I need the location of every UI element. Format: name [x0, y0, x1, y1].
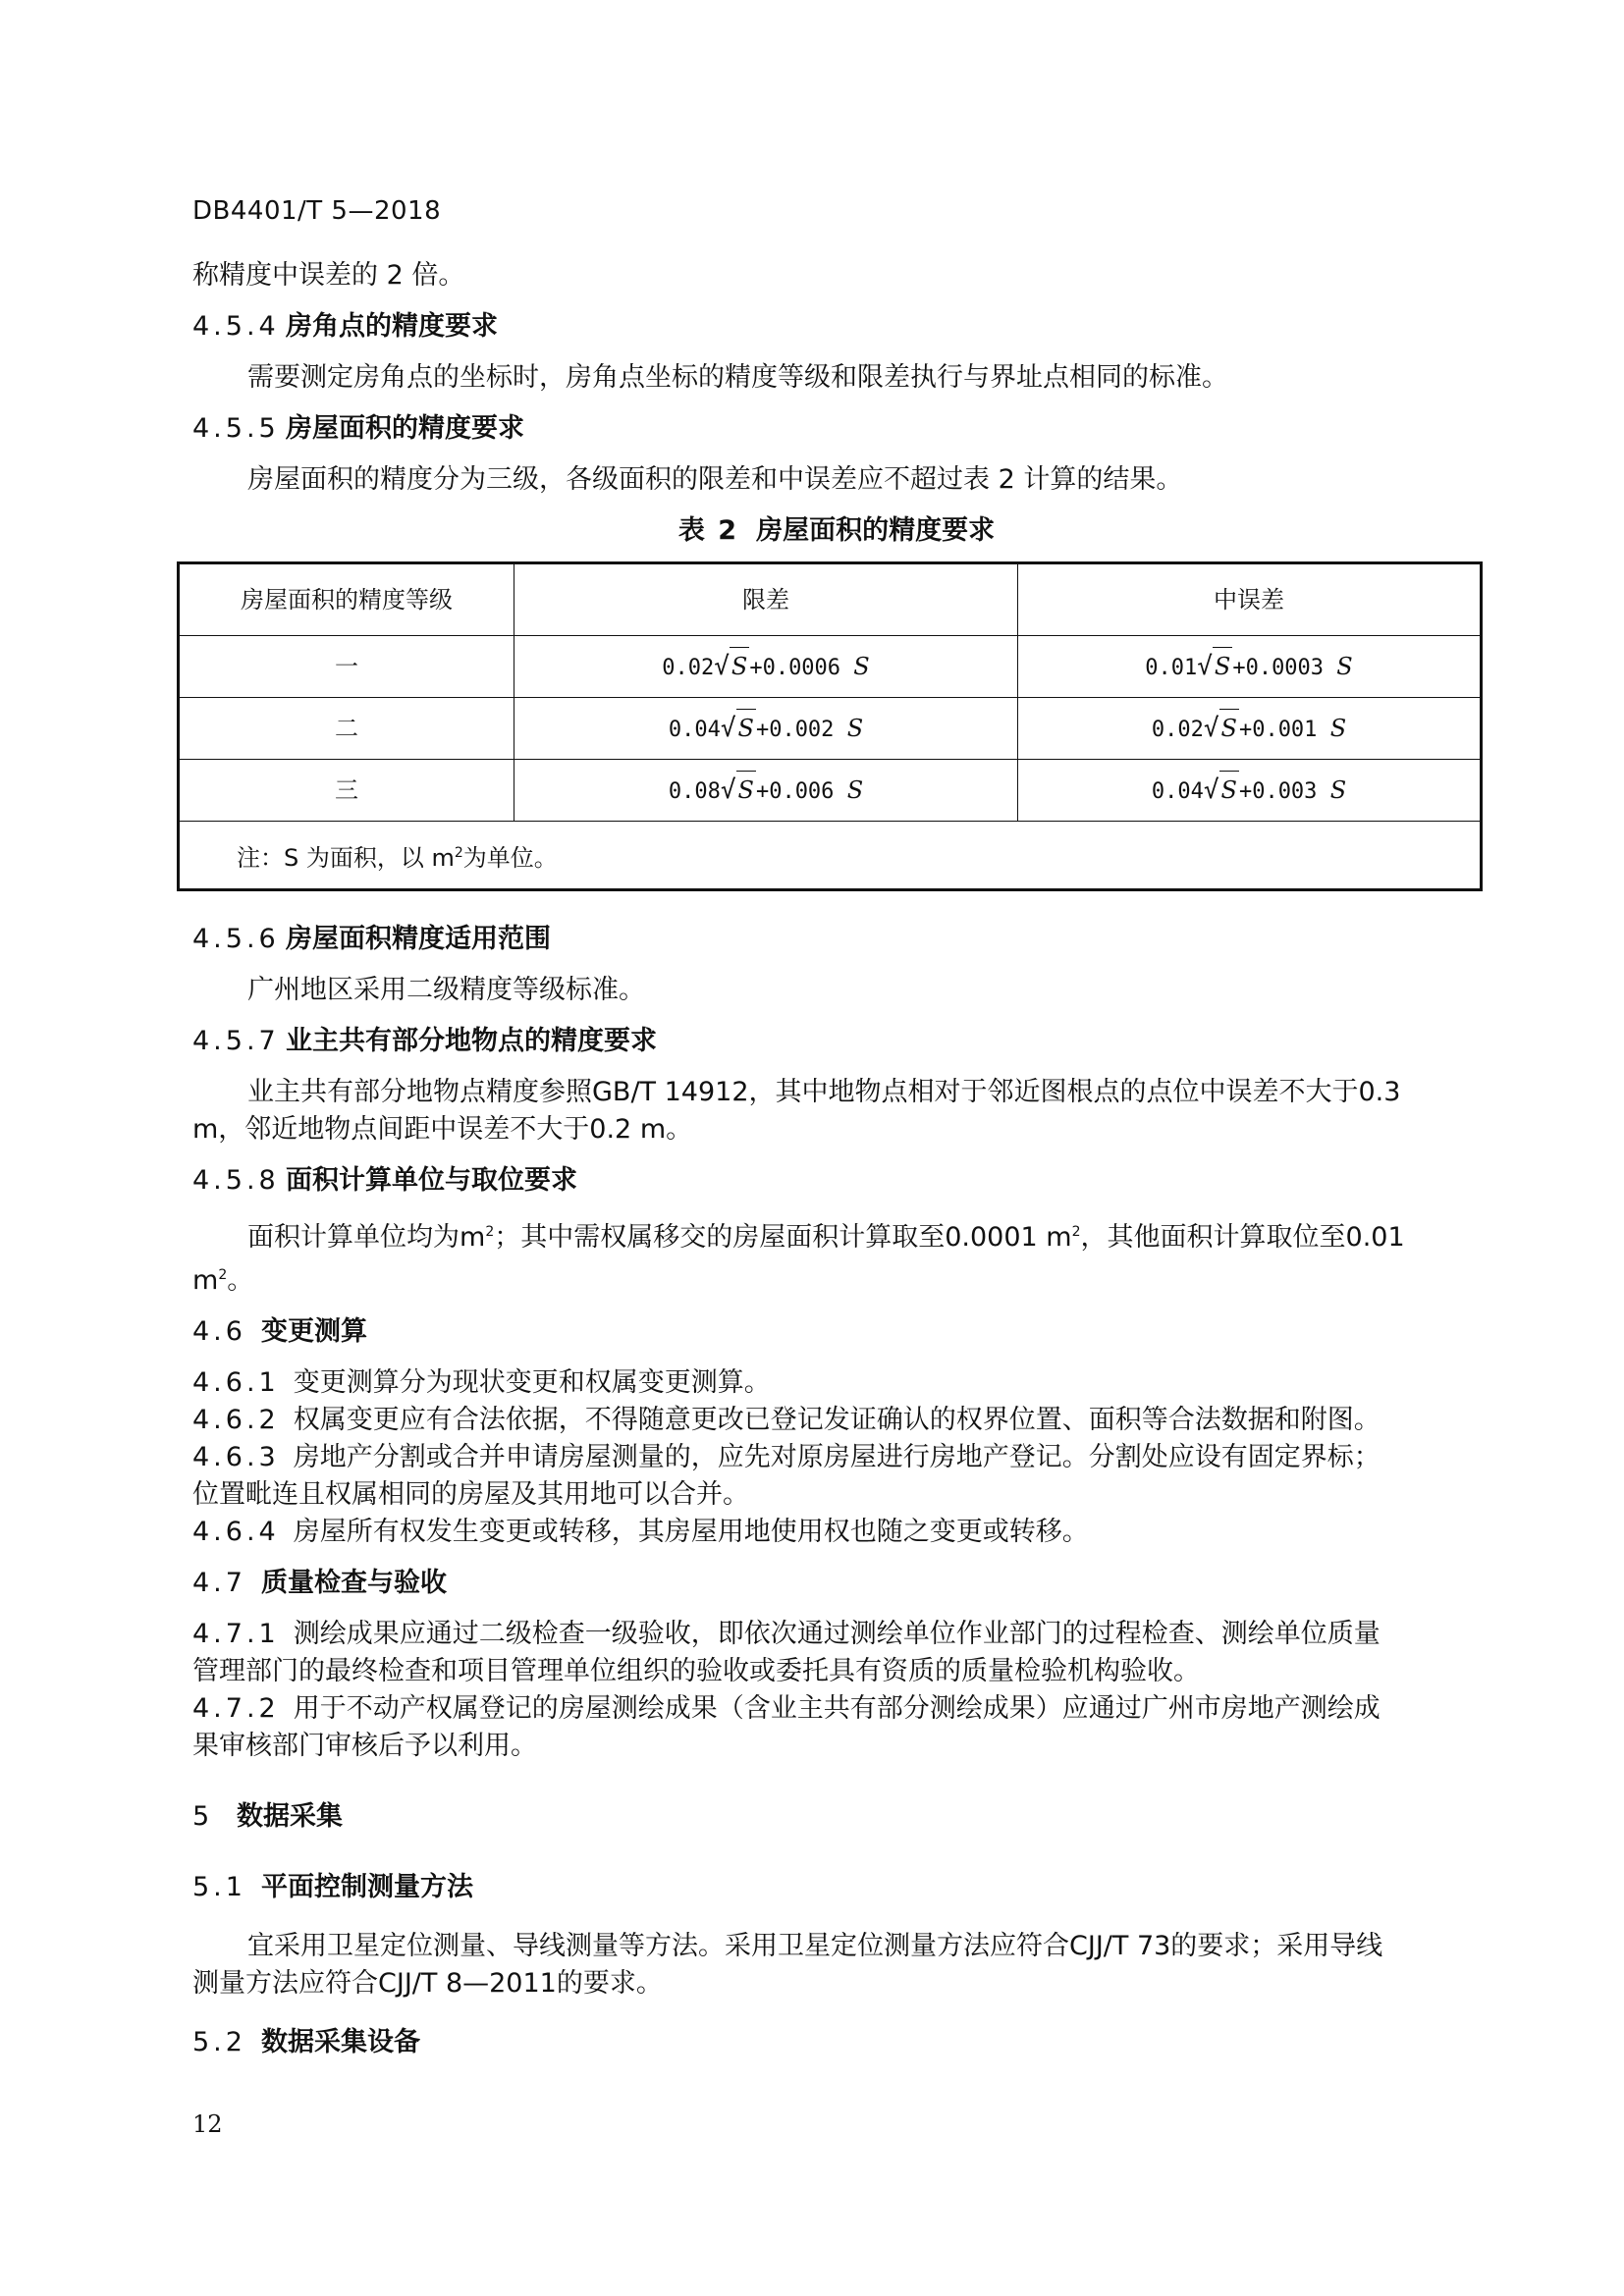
section-heading-5-1 — [192, 1869, 1481, 1906]
coef-b: +0.006 — [755, 778, 835, 804]
table-title — [192, 512, 1481, 550]
clause-title: 房屋面积的精度要求 — [286, 413, 524, 444]
clause-number: 4.5.5 — [192, 413, 280, 444]
clause-number: 4.5.7 — [192, 1026, 280, 1056]
section-text-5-1-line1: 宜采用卫星定位测量、导线测量等方法。采用卫星定位测量方法应符合CJJ/T 73的要求；采用导线 — [247, 1931, 1383, 1961]
clause-text-4-5-8-line1: 面积计算单位均为$m^2$；其中需权属移交的房屋面积计算取至0.0001 $m^2$，其他面积计算取位至0.01 — [247, 1222, 1405, 1253]
section-number: 4.7 — [192, 1568, 246, 1598]
section-heading-4-6 — [192, 1313, 1481, 1351]
coef-a: 0.04 — [1151, 778, 1204, 804]
coef-a: 0.01 — [1145, 655, 1198, 680]
table-row — [179, 636, 1482, 698]
sqrt-symbol: √ S — [714, 647, 749, 685]
clause-4-6-3-cont: 位置毗连且权属相同的房屋及其用地可以合并。 — [192, 1479, 749, 1510]
sqrt-variable: S — [1219, 709, 1239, 747]
table-row — [179, 698, 1482, 760]
chapter-title: 数据采集 — [237, 1801, 343, 1832]
clause-4-7-1: 4.7.1 测绘成果应通过二级检查一级验收，即依次通过测绘单位作业部门的过程检查、测绘单位质量 — [192, 1619, 1380, 1649]
clause-heading-4-5-6 — [192, 921, 1481, 958]
clause-heading-4-5-8 — [192, 1162, 1481, 1200]
clause-title: 业主共有部分地物点的精度要求 — [286, 1026, 657, 1056]
clause-text-4-5-4: 需要测定房角点的坐标时，房角点坐标的精度等级和限差执行与界址点相同的标准。 — [247, 362, 1228, 393]
clause-title: 房角点的精度要求 — [286, 311, 498, 342]
table-header-row — [179, 563, 1482, 636]
clause-number: 4.5.8 — [192, 1165, 280, 1196]
table-note-row — [179, 822, 1482, 890]
clause-4-7-1-cont: 管理部门的最终检查和项目管理单位组织的验收或委托具有资质的质量检验机构验收。 — [192, 1656, 1200, 1686]
clause-text-4-5-7-line1: 业主共有部分地物点精度参照GB/T 14912，其中地物点相对于邻近图根点的点位中误差不大于0.3 — [247, 1077, 1401, 1107]
clause-text-4-5-5: 房屋面积的精度分为三级，各级面积的限差和中误差应不超过表 2 计算的结果。 — [247, 464, 1183, 495]
clause-text-4-5-7-line2: m，邻近地物点间距中误差不大于0.2 m。 — [192, 1114, 693, 1145]
continued-text: 称精度中误差的 2 倍。 — [192, 260, 465, 291]
clause-4-7-2: 4.7.2 用于不动产权属登记的房屋测绘成果（含业主共有部分测绘成果）应通过广州市房地产测绘成 — [192, 1693, 1380, 1724]
sqrt-symbol: √ S — [1204, 771, 1239, 809]
header-cell-grade: 房屋面积的精度等级 — [179, 563, 514, 636]
section-number: 5.1 — [192, 1872, 246, 1902]
coef-b: +0.0006 — [749, 655, 841, 680]
area-precision-table — [177, 561, 1483, 891]
area-variable: S — [846, 775, 864, 804]
clause-number: 4.5.4 — [192, 311, 280, 342]
clause-title: 面积计算单位与取位要求 — [286, 1165, 577, 1196]
area-variable: S — [1336, 652, 1353, 680]
sqrt-symbol: √ S — [721, 771, 756, 809]
limit-cell — [514, 760, 1018, 822]
sqrt-variable: S — [736, 709, 756, 747]
table-index: 表 2 — [677, 515, 739, 546]
coef-b: +0.003 — [1238, 778, 1318, 804]
clause-4-6-1: 4.6.1 变更测算分为现状变更和权属变更测算。 — [192, 1367, 771, 1398]
section-number: 4.6 — [192, 1316, 246, 1347]
limit-cell — [514, 636, 1018, 698]
sqrt-symbol: √ S — [1204, 709, 1239, 747]
section-heading-5-2 — [192, 2024, 1481, 2061]
sqrt-variable: S — [736, 771, 756, 809]
section-text-5-1-line2: 测量方法应符合CJJ/T 8—2011的要求。 — [192, 1968, 663, 1999]
sqrt-variable: S — [730, 647, 749, 685]
clause-text-4-5-6: 广州地区采用二级精度等级标准。 — [247, 975, 645, 1005]
clause-4-7-2-cont: 果审核部门审核后予以利用。 — [192, 1731, 537, 1761]
sqrt-symbol: √ S — [721, 709, 756, 747]
sqrt-variable: S — [1219, 771, 1239, 809]
page-number: 12 — [192, 2110, 223, 2138]
clause-title: 房屋面积精度适用范围 — [286, 924, 551, 954]
clause-text-4-5-8-line2: $m^2$。 — [192, 1265, 254, 1296]
area-variable: S — [1329, 714, 1347, 742]
grade-cell: 一 — [179, 636, 514, 698]
mse-cell — [1018, 698, 1482, 760]
clause-4-6-2: 4.6.2 权属变更应有合法依据，不得随意更改已登记发证确认的权界位置、面积等合法数据和附图。 — [192, 1405, 1380, 1435]
sqrt-variable: S — [1213, 647, 1232, 685]
mse-cell — [1018, 760, 1482, 822]
area-variable: S — [1329, 775, 1347, 804]
area-variable: S — [853, 652, 870, 680]
header-cell-mse: 中误差 — [1018, 563, 1482, 636]
mse-cell — [1018, 636, 1482, 698]
section-title: 质量检查与验收 — [261, 1568, 447, 1598]
clause-heading-4-5-7 — [192, 1023, 1481, 1060]
coef-a: 0.04 — [668, 717, 721, 742]
page-content — [192, 257, 1481, 2061]
section-number: 5.2 — [192, 2027, 246, 2057]
coef-b: +0.001 — [1238, 717, 1318, 742]
clause-4-6-3: 4.6.3 房地产分割或合并申请房屋测量的，应先对原房屋进行房地产登记。分割处应设有固定界标； — [192, 1442, 1380, 1472]
standard-number: DB4401/T 5—2018 — [192, 196, 442, 226]
table-note: 注：S 为面积，以 $m^2$为单位。 — [179, 822, 1482, 890]
coef-b: +0.002 — [755, 717, 835, 742]
clause-4-6-4: 4.6.4 房屋所有权发生变更或转移，其房屋用地使用权也随之变更或转移。 — [192, 1517, 1089, 1547]
coef-a: 0.02 — [662, 655, 715, 680]
sqrt-symbol: √ S — [1197, 647, 1232, 685]
grade-cell: 二 — [179, 698, 514, 760]
table-row — [179, 760, 1482, 822]
coef-a: 0.08 — [668, 778, 721, 804]
chapter-heading-5 — [192, 1798, 1481, 1836]
limit-cell — [514, 698, 1018, 760]
section-heading-4-7 — [192, 1565, 1481, 1602]
clause-heading-4-5-5 — [192, 410, 1481, 448]
table-title-text: 房屋面积的精度要求 — [756, 515, 996, 546]
chapter-number: 5 — [192, 1801, 214, 1832]
section-title: 平面控制测量方法 — [261, 1872, 473, 1902]
section-title: 数据采集设备 — [261, 2027, 420, 2057]
section-title: 变更测算 — [261, 1316, 367, 1347]
area-variable: S — [846, 714, 864, 742]
header-cell-limit: 限差 — [514, 563, 1018, 636]
clause-number: 4.5.6 — [192, 924, 280, 954]
clause-heading-4-5-4 — [192, 308, 1481, 346]
grade-cell: 三 — [179, 760, 514, 822]
coef-b: +0.0003 — [1232, 655, 1325, 680]
coef-a: 0.02 — [1151, 717, 1204, 742]
